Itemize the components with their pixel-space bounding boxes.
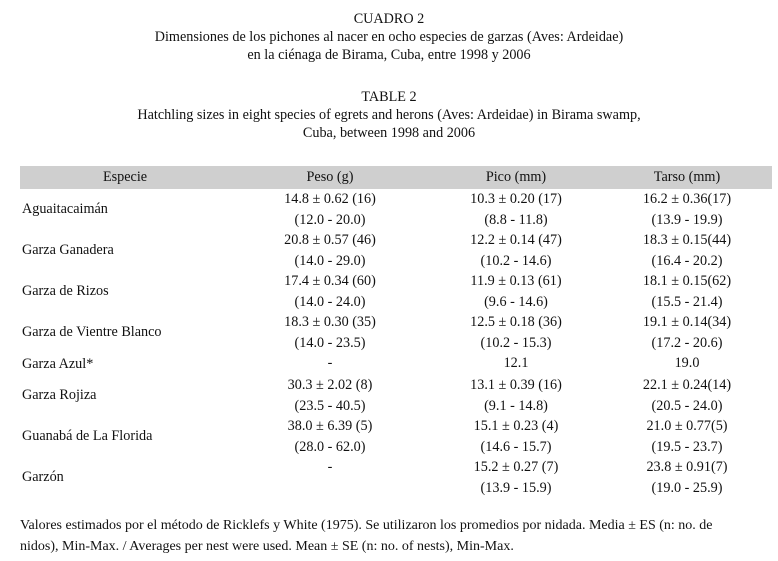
tarso-range: (19.5 - 23.7) (651, 438, 723, 455)
tarso-mean: 22.1 ± 0.24(14) (642, 377, 732, 393)
species-name: Guanabá de La Florida (22, 428, 153, 445)
header-weight: Peso (g) (230, 166, 430, 189)
table-row (20, 189, 772, 230)
peso-range: (28.0 - 62.0) (294, 438, 366, 455)
pico-mean: 12.1 (503, 355, 529, 371)
pico-cell (430, 312, 602, 353)
peso-cell (230, 230, 430, 271)
tarso-cell (602, 312, 772, 353)
pico-range: (10.2 - 14.6) (480, 252, 552, 269)
table-row (20, 416, 772, 457)
peso-mean: 30.3 ± 2.02 (8) (287, 377, 373, 393)
pico-mean: 15.2 ± 0.27 (7) (473, 459, 559, 475)
peso-cell (230, 189, 430, 230)
species-name: Garza Azul* (22, 355, 94, 372)
caption-english-label: TABLE 2 (361, 89, 417, 105)
tarso-cell (602, 353, 772, 375)
tarso-mean: 23.8 ± 0.91(7) (646, 459, 728, 475)
header-bill: Pico (mm) (430, 166, 602, 189)
peso-mean: 14.8 ± 0.62 (16) (284, 191, 376, 207)
table-header (20, 166, 772, 189)
table-body (20, 189, 772, 498)
species-name: Garza de Vientre Blanco (22, 324, 162, 341)
peso-mean: 38.0 ± 6.39 (5) (287, 418, 373, 434)
pico-range: (9.6 - 14.6) (484, 293, 548, 310)
species-name: Garza Rojiza (22, 387, 97, 404)
pico-mean: 11.9 ± 0.13 (61) (470, 273, 562, 289)
species-name: Garza de Rizos (22, 283, 109, 300)
pico-mean: 12.2 ± 0.14 (47) (470, 232, 562, 248)
footnote-line2: nidos), Min-Max. / Averages per nest were used. Mean ± SE (n: no. of nests), Min-Max. (20, 539, 514, 554)
tarso-cell (602, 230, 772, 271)
peso-mean: - (327, 355, 333, 371)
tarso-mean: 19.0 (674, 355, 700, 371)
tarso-cell (602, 375, 772, 416)
pico-cell (430, 375, 602, 416)
species-name: Garza Ganadera (22, 242, 114, 259)
pico-cell (430, 457, 602, 498)
pico-range: (10.2 - 15.3) (480, 334, 552, 351)
peso-mean: - (327, 459, 333, 475)
tarso-cell (602, 189, 772, 230)
peso-cell (230, 375, 430, 416)
caption-english (0, 88, 778, 142)
hatchling-sizes-table (20, 166, 772, 498)
pico-mean: 10.3 ± 0.20 (17) (470, 191, 562, 207)
pico-cell (430, 271, 602, 312)
pico-mean: 13.1 ± 0.39 (16) (470, 377, 562, 393)
peso-range: (14.0 - 23.5) (294, 334, 366, 351)
tarso-cell (602, 457, 772, 498)
peso-range: (23.5 - 40.5) (294, 397, 366, 414)
tarso-mean: 18.3 ± 0.15(44) (642, 232, 732, 248)
pico-mean: 15.1 ± 0.23 (4) (473, 418, 559, 434)
peso-mean: 20.8 ± 0.57 (46) (284, 232, 376, 248)
footnote-line1: Valores estimados por el método de Ricklefs y White (1975). Se utilizaron los promedios por nidada. Media ± ES (n: no. de (20, 518, 713, 533)
pico-cell (430, 416, 602, 457)
tarso-mean: 16.2 ± 0.36(17) (642, 191, 732, 207)
caption-spanish-line2: en la ciénaga de Birama, Cuba, entre 1998 y 2006 (247, 47, 531, 63)
caption-spanish-line1: Dimensiones de los pichones al nacer en ocho especies de garzas (Aves: Ardeidae) (154, 29, 624, 45)
peso-range: (14.0 - 29.0) (294, 252, 366, 269)
table-footnote (20, 515, 776, 557)
caption-spanish-label: CUADRO 2 (353, 11, 425, 27)
header-tarsus: Tarso (mm) (602, 166, 772, 189)
tarso-cell (602, 416, 772, 457)
tarso-range: (15.5 - 21.4) (651, 293, 723, 310)
table-row (20, 375, 772, 416)
pico-range: (8.8 - 11.8) (484, 211, 548, 228)
caption-english-line2: Cuba, between 1998 and 2006 (302, 125, 476, 141)
peso-cell (230, 312, 430, 353)
species-name: Garzón (22, 469, 64, 486)
table-row (20, 312, 772, 353)
peso-range: (14.0 - 24.0) (294, 293, 366, 310)
tarso-range: (17.2 - 20.6) (651, 334, 723, 351)
peso-cell (230, 271, 430, 312)
pico-cell (430, 230, 602, 271)
pico-mean: 12.5 ± 0.18 (36) (470, 314, 562, 330)
peso-range: (12.0 - 20.0) (294, 211, 366, 228)
peso-cell (230, 457, 430, 498)
peso-mean: 17.4 ± 0.34 (60) (284, 273, 376, 289)
tarso-range: (19.0 - 25.9) (651, 479, 723, 496)
caption-spanish (0, 10, 778, 64)
pico-range: (13.9 - 15.9) (480, 479, 552, 496)
tarso-range: (13.9 - 19.9) (651, 211, 723, 228)
tarso-range: (20.5 - 24.0) (651, 397, 723, 414)
caption-english-line1: Hatchling sizes in eight species of egrets and herons (Aves: Ardeidae) in Birama swamp, (137, 107, 641, 123)
table-header-row (20, 166, 772, 189)
tarso-mean: 21.0 ± 0.77(5) (646, 418, 728, 434)
species-name: Aguaitacaimán (22, 201, 108, 218)
table-row (20, 271, 772, 312)
tarso-cell (602, 271, 772, 312)
tarso-mean: 18.1 ± 0.15(62) (642, 273, 732, 289)
table-row (20, 230, 772, 271)
header-species: Especie (20, 166, 230, 189)
table-row (20, 457, 772, 498)
pico-range: (14.6 - 15.7) (480, 438, 552, 455)
peso-cell (230, 416, 430, 457)
table-row (20, 353, 772, 375)
pico-cell (430, 353, 602, 375)
tarso-mean: 19.1 ± 0.14(34) (642, 314, 732, 330)
pico-cell (430, 189, 602, 230)
tarso-range: (16.4 - 20.2) (651, 252, 723, 269)
pico-range: (9.1 - 14.8) (484, 397, 548, 414)
peso-cell (230, 353, 430, 375)
peso-mean: 18.3 ± 0.30 (35) (284, 314, 376, 330)
